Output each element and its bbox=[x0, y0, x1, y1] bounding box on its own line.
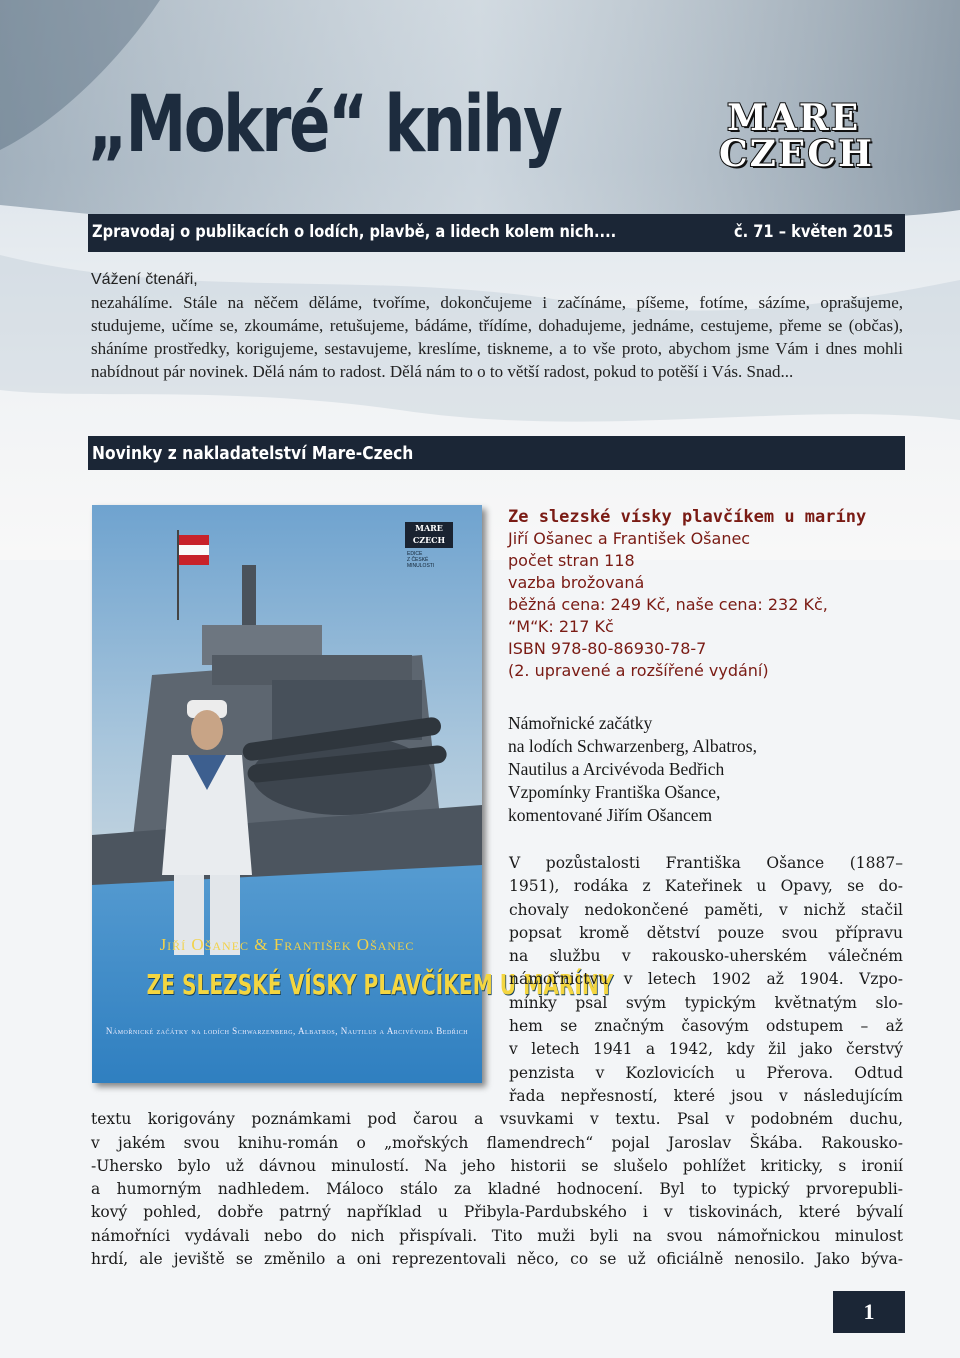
book-title: Ze slezské vísky plavčíkem u maríny bbox=[508, 507, 867, 527]
header-banner bbox=[88, 214, 905, 252]
greeting: Vážení čtenáři, bbox=[91, 271, 198, 288]
book-binding: vazba brožovaná bbox=[508, 573, 645, 592]
cover-series-label: EDICE Z ČESKÉ MINULOSTI bbox=[407, 551, 435, 569]
logo-text-czech: CZECH bbox=[719, 133, 875, 175]
section-banner bbox=[88, 436, 905, 470]
body-line: chovaly nedokončené paměti, v nichž stačil bbox=[509, 900, 903, 919]
body-line: a humorným nadhledem. Máloco stálo za kladné hodnocení. Byl to typický prvorepubli- bbox=[91, 1180, 903, 1199]
body-line: námořníci vydávali nebo do nich přispívali. Tito muži byli na svou námořnickou minulost bbox=[91, 1226, 903, 1245]
logo-text-mare: MARE bbox=[727, 97, 861, 139]
body-line: na službu v rakousko-uherském válečném bbox=[509, 947, 903, 966]
book-pages: počet stran 118 bbox=[508, 551, 635, 570]
body-line: popsat kromě dětství pouze svou přípravu bbox=[509, 923, 903, 942]
body-line: V pozůstalosti Františka Ošance (1887– bbox=[509, 854, 903, 872]
cover-subtitle: Námořnické začátky na lodích Schwarzenberg, Albatros, Nautilus a Arcivévoda Bedřich bbox=[105, 1026, 469, 1036]
article-body bbox=[91, 852, 903, 1271]
body-line: v jakém svou knihu-román o „mořských flamendrech“ pojal Jaroslav Škába. Rakousko- bbox=[91, 1133, 903, 1152]
cover-authors: Jiří Ošanec & František Ošanec bbox=[159, 935, 415, 954]
body-line: námořnictvu v letech 1902 až 1904. Vzpo- bbox=[509, 970, 903, 989]
intro-text: nezahálíme. Stále na něčem děláme, tvoříme, dokončujeme i začínáme, píšeme, fotíme, sázíme, oprašujeme, studujeme, učíme se, zkoumáme, retušujeme, bádáme, třídíme, dohadujeme, jednáme, cestujeme, přeme se (občas), sháníme prostředky, korigujeme, sestavujeme, kreslíme, tiskneme, a to vše proto, abychom jsme Vám i dnes mohli nabídnout pár novinek. Dělá nám to radost. Dělá nám to o to větší radost, pokud to potěší i Vás. Snad... bbox=[91, 293, 903, 381]
book-info bbox=[508, 506, 908, 682]
body-line: 1951), rodáka z Kateřinek u Opavy, se do- bbox=[509, 877, 903, 896]
body-line: hem se značným časovým odstupem – až bbox=[509, 1017, 903, 1036]
body-line: -Uhersko bylo už dávnou minulostí. Na jeho historii se slušelo pohlížet kriticky, s ironií bbox=[91, 1156, 903, 1175]
description-line: na lodích Schwarzenberg, Albatros, bbox=[508, 736, 757, 756]
body-line: v letech 1941 a 1942, kdy žil jako čerstvý bbox=[509, 1040, 903, 1059]
description-line: Námořnické začátky bbox=[508, 713, 653, 733]
issue-number: č. 71 – květen 2015 bbox=[733, 222, 893, 242]
banner-subtitle: Zpravodaj o publikacích o lodích, plavbě, a lidech kolem nich.... bbox=[92, 222, 617, 242]
mare-czech-logo bbox=[719, 97, 891, 178]
body-line: penzista v Kozlovicích u Přerova. Odtud bbox=[509, 1063, 903, 1082]
book-member-price: “M“K: 217 Kč bbox=[508, 617, 614, 636]
cover-logo: MARE CZECH bbox=[405, 522, 453, 548]
cover-title: ZE SLEZSKÉ VÍSKY PLAVČÍKEM U MARÍNY bbox=[146, 968, 614, 1001]
book-description bbox=[508, 712, 908, 827]
book-authors: Jiří Ošanec a František Ošanec bbox=[508, 529, 751, 548]
body-line: mínky psal svým typickým květnatým slo- bbox=[509, 993, 903, 1012]
description-line: komentované Jiřím Ošancem bbox=[508, 805, 713, 825]
body-line: hrdí, ale jeviště se změnilo a oni reprezentovali něco, co se už oficiálně nenosilo. Jako býva- bbox=[91, 1250, 903, 1269]
description-line: Nautilus a Arcivévoda Bedřich bbox=[508, 759, 725, 779]
body-line: řada nepřesností, které jsou v následujícím bbox=[509, 1086, 903, 1105]
newsletter-title: „Mokré“ knihy bbox=[88, 80, 561, 170]
body-line: kový pohled, dobře patrný například u Přibyla-Pardubského i v tiskovinách, které bývalí bbox=[91, 1203, 903, 1222]
section-title: Novinky z nakladatelství Mare-Czech bbox=[92, 443, 414, 464]
description-line: Vzpomínky Františka Ošance, bbox=[508, 782, 721, 802]
book-isbn: ISBN 978-80-86930-78-7 bbox=[508, 639, 707, 658]
book-price: běžná cena: 249 Kč, naše cena: 232 Kč, bbox=[508, 595, 828, 614]
body-line: textu korigovány poznámkami pod čarou a vsuvkami v textu. Psal v podobném duchu, bbox=[91, 1110, 903, 1129]
intro-paragraph bbox=[91, 268, 903, 383]
page-number: 1 bbox=[833, 1291, 905, 1333]
book-edition: (2. upravené a rozšířené vydání) bbox=[508, 661, 769, 680]
